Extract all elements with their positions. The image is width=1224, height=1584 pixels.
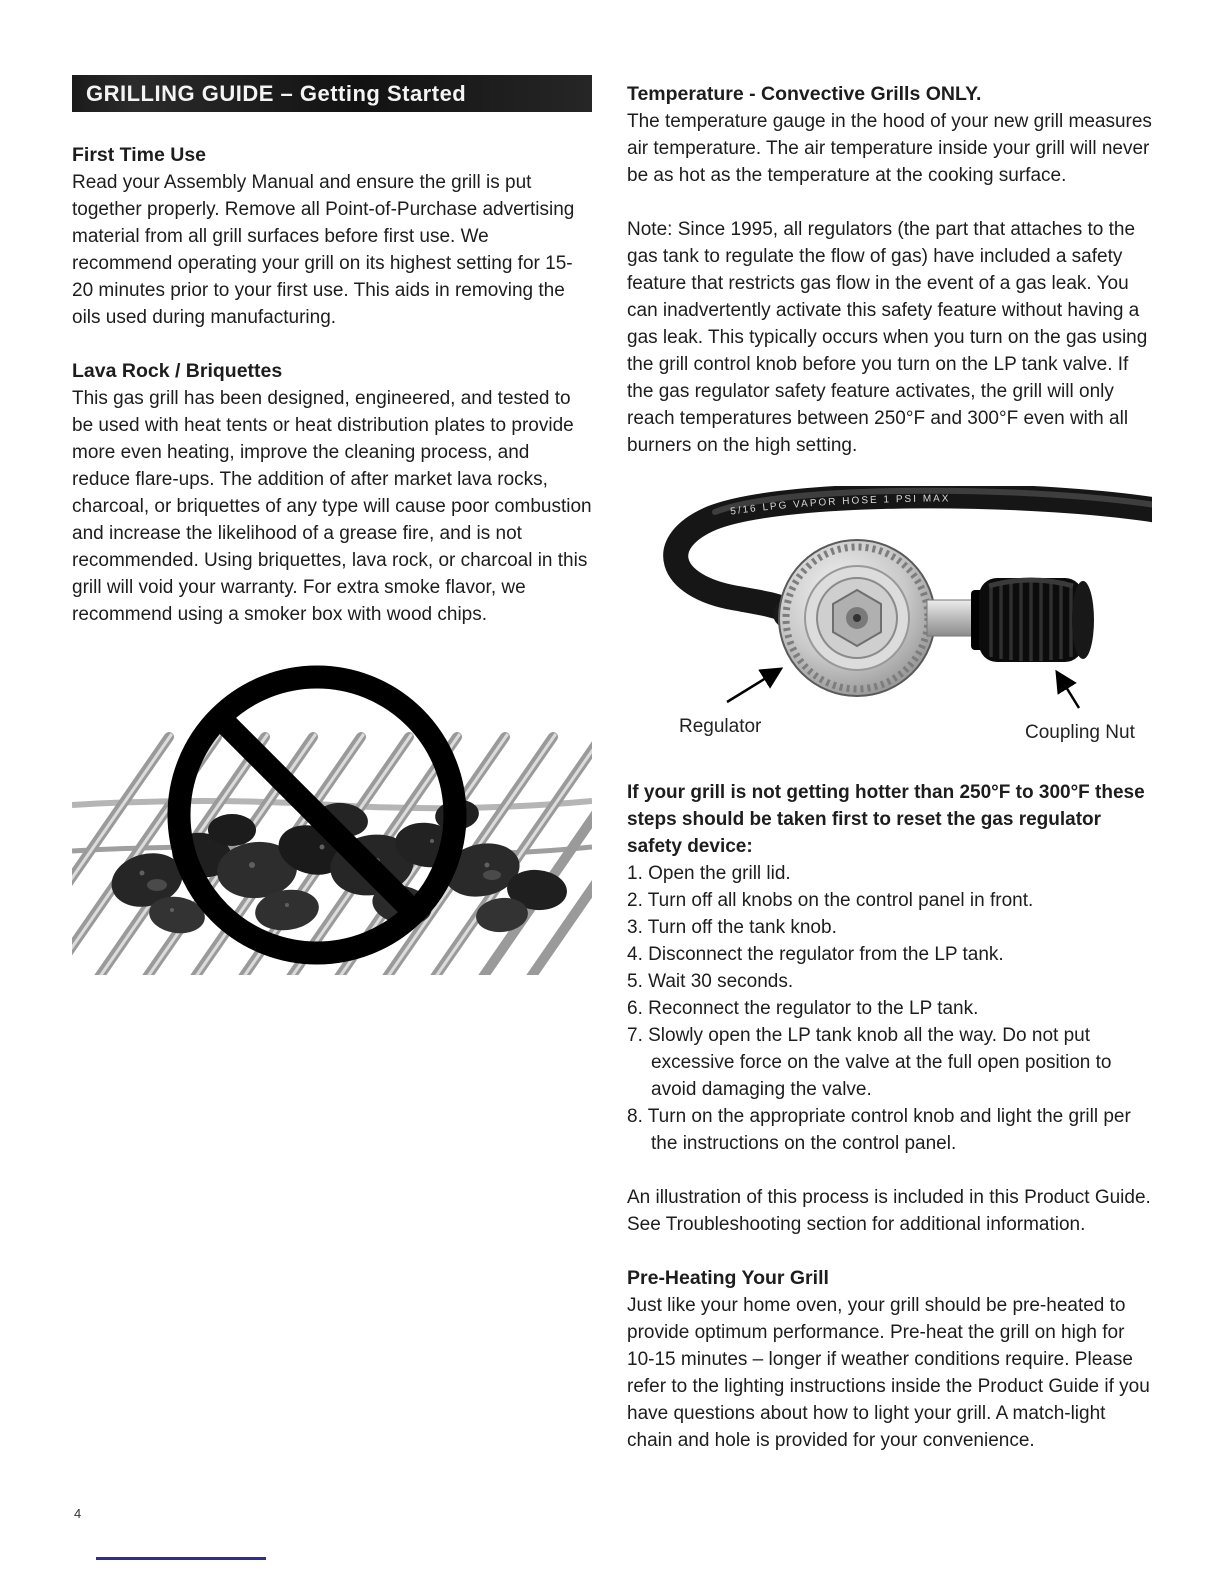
- regulator-label: Regulator: [679, 716, 762, 737]
- heading-reset-steps: If your grill is not getting hotter than 250°F to 300°F these steps should be taken first to reset the gas regulator safety device:: [627, 782, 1145, 857]
- heading-preheating: Pre-Heating Your Grill: [627, 1267, 829, 1289]
- section-header: GRILLING GUIDE – Getting Started: [72, 75, 592, 112]
- regulator-body: [773, 540, 935, 696]
- list-item: 8. Turn on the appropriate control knob and light the grill per the instructions on the control panel.: [627, 1106, 1131, 1154]
- list-item: 6. Reconnect the regulator to the LP tank.: [627, 998, 979, 1019]
- coupling-nut-arrow-icon: [1058, 674, 1079, 708]
- regulator-arrow-icon: [727, 670, 779, 702]
- hose-printed-text: 5/16 LPG VAPOR HOSE 1 PSI MAX: [729, 493, 951, 518]
- list-item: 2. Turn off all knobs on the control panel in front.: [627, 890, 1034, 911]
- heading-lava-rock: Lava Rock / Briquettes: [72, 360, 283, 382]
- page-number: 4: [74, 1506, 82, 1521]
- list-item: 7. Slowly open the LP tank knob all the way. Do not put excessive force on the valve at the full open position to avoid damaging the valve.: [627, 1025, 1112, 1100]
- paragraph-temperature: The temperature gauge in the hood of your new grill measures air temperature. The air temperature inside your grill will never be as hot as the temperature at the cooking surface.: [627, 111, 1152, 186]
- list-item: 1. Open the grill lid.: [627, 863, 791, 884]
- paragraph-first-time-use: Read your Assembly Manual and ensure the grill is put together properly. Remove all Point-of-Purchase advertising material from all grill surfaces before first use. We recommend operating your grill on its highest setting for 15-20 minutes prior to your first use. This aids in removing the oils used during manufacturing.: [72, 172, 575, 328]
- two-column-layout: [72, 75, 1152, 1481]
- heading-first-time-use: First Time Use: [72, 144, 207, 166]
- paragraph-illustration-note: An illustration of this process is included in this Product Guide. See Troubleshooting section for additional information.: [627, 1187, 1151, 1235]
- no-lava-rocks-svg: [72, 655, 592, 975]
- coupling-nut-label: Coupling Nut: [1025, 722, 1135, 743]
- regulator-illustration: [627, 486, 1152, 749]
- paragraph-lava-rock: This gas grill has been designed, engineered, and tested to be used with heat tents or heat distribution plates to provide more even heating, improve the cleaning process, and reduce flare-ups. The addition of after market lava rocks, charcoal, or briquettes of any type will cause poor combustion and increase the likelihood of a grease fire, and is not recommended. Using briquettes, lava rock, or charcoal in this grill will void your warranty. For extra smoke flavor, we recommend using a smoker box with wood chips.: [72, 388, 592, 625]
- heading-temperature: Temperature - Convective Grills ONLY.: [627, 83, 982, 105]
- footer-rule: [96, 1557, 266, 1560]
- reset-steps-list: [627, 860, 1152, 1157]
- right-column: [627, 75, 1152, 1481]
- no-lava-rocks-illustration: [72, 655, 592, 980]
- regulator-svg: [627, 486, 1152, 744]
- list-item: 3. Turn off the tank knob.: [627, 917, 837, 938]
- list-item: 5. Wait 30 seconds.: [627, 971, 794, 992]
- paragraph-preheating: Just like your home oven, your grill should be pre-heated to provide optimum performance. Pre-heat the grill on high for 10-15 minutes – longer if weather conditions require. Please refer to the lighting instructions inside the Product Guide if you have questions about how to light your grill. A match-light chain and hole is provided for your convenience.: [627, 1295, 1150, 1451]
- list-item: 4. Disconnect the regulator from the LP tank.: [627, 944, 1004, 965]
- left-column: [72, 75, 592, 1481]
- paragraph-regulator-note: Note: Since 1995, all regulators (the part that attaches to the gas tank to regulate the flow of gas) have included a safety feature that restricts gas flow in the event of a gas leak. You can inadvertently activate this safety feature without having a gas leak. This typically occurs when you turn on the gas using the grill control knob before you turn on the LP tank valve. If the gas regulator safety feature activates, the grill will only reach temperatures between 250°F and 300°F even with all burners on the high setting.: [627, 219, 1148, 456]
- coupling-nut-body: [971, 578, 1094, 662]
